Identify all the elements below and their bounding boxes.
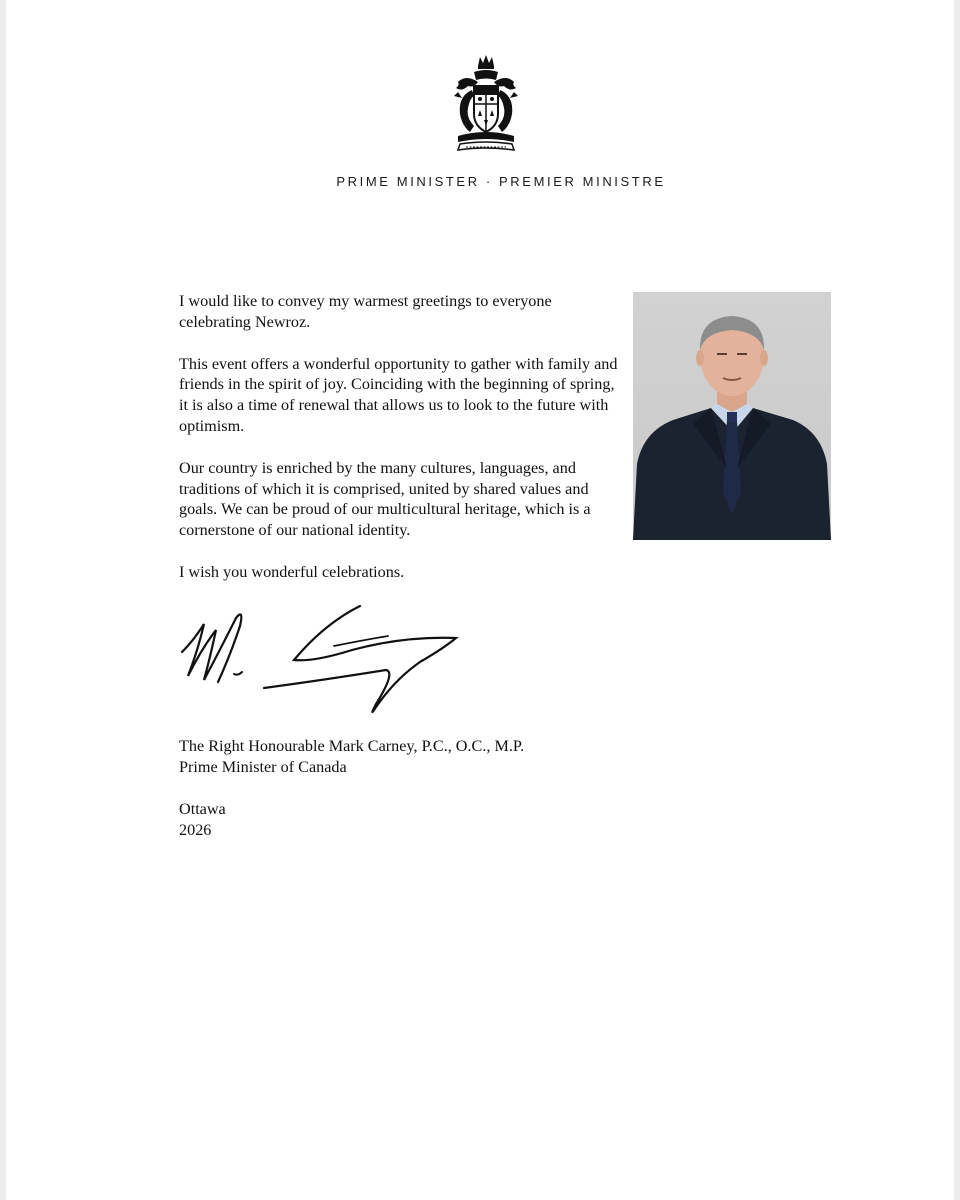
letter-page [6, 0, 954, 1200]
coat-of-arms-icon [444, 52, 528, 154]
place-date-block [179, 799, 479, 841]
letter-body [179, 291, 624, 604]
letterhead-title: PRIME MINISTER · PREMIER MINISTRE [336, 174, 666, 189]
paragraph-event: This event offers a wonderful opportunity to gather with family and friends in the spirit of joy. Coinciding with the beginning of spring, it is also a time of renewal that allows us to look to the future with optimism. [179, 354, 618, 435]
paragraph-country: Our country is enriched by the many cultures, languages, and traditions of which it is comprised, united by shared values and goals. We can be proud of our multicultural heritage, which is a cornerstone of our national identity. [179, 458, 591, 540]
signatory-block [179, 736, 679, 778]
signatory-title: Prime Minister of Canada [179, 757, 347, 776]
signatory-name: The Right Honourable Mark Carney, P.C., O.C., M.P. [179, 737, 525, 755]
portrait-photo [633, 292, 831, 540]
place-city: Ottawa [179, 800, 226, 818]
signature-image [174, 600, 474, 720]
place-year: 2026 [179, 820, 212, 839]
paragraph-greeting: I would like to convey my warmest greetings to everyone celebrating Newroz. [179, 292, 552, 331]
paragraph-closing: I wish you wonderful celebrations. [179, 562, 405, 581]
